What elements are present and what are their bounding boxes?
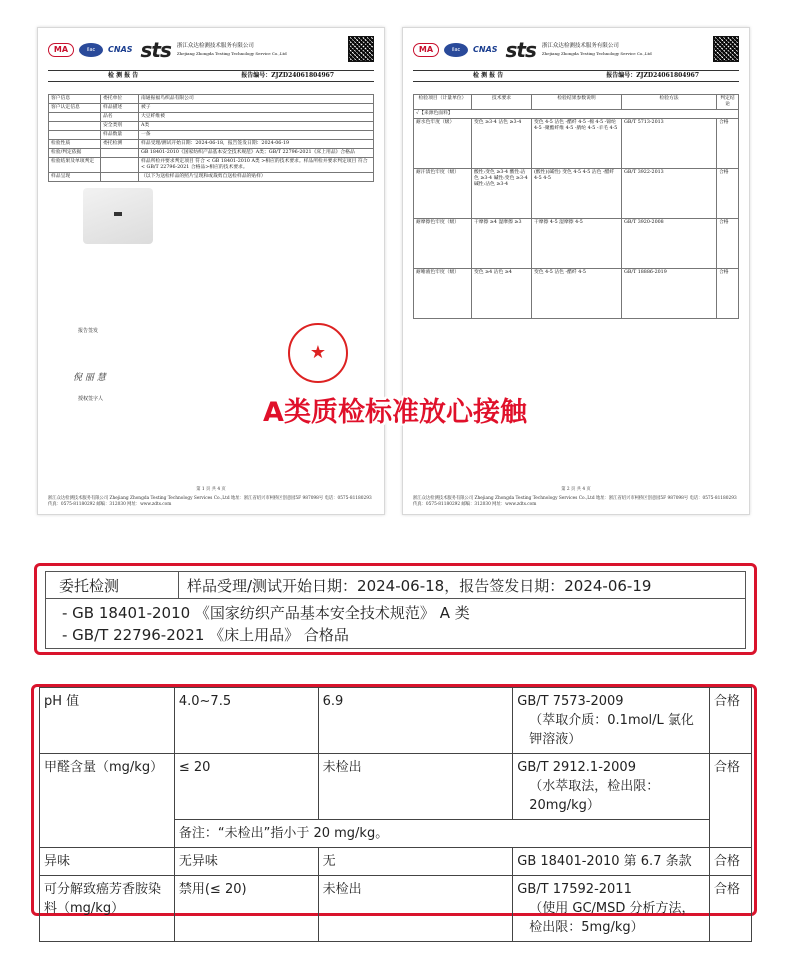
results-zoom-table	[39, 687, 752, 942]
row-label	[49, 130, 101, 139]
table-row	[40, 754, 752, 820]
row-value: 被子	[139, 103, 374, 112]
item-cell: 可分解致癌芳香胺染料（mg/kg）	[40, 876, 175, 942]
item-cell: 耐汗渍色牢度（级）	[414, 168, 472, 218]
row-value: 样品所检并要求判定项目 符合 < GB 18401-2010 A类 >相应的技术要求。样品所检并要求判定项目 符合 < GB/T 22796-2021 合格品>相应的技术要求。	[139, 157, 374, 172]
table-header-row	[414, 95, 739, 110]
conclusion-cell: 合格	[717, 118, 739, 168]
report-no: ZJZD24061804967	[271, 72, 334, 80]
table-row	[414, 168, 739, 218]
conclusion-cell: 合格	[717, 268, 739, 318]
item-cell: 耐唾液色牢度（级）	[414, 268, 472, 318]
page-number: 第 1 页 共 4 页	[196, 486, 226, 492]
table-row	[40, 688, 752, 754]
requirement-cell: ≤ 20	[174, 754, 318, 820]
table-row	[49, 95, 374, 104]
row-label: 客户认定信息	[49, 103, 101, 112]
table-row	[49, 148, 374, 157]
requirement-cell: 无异味	[174, 848, 318, 876]
method-cell: GB 18401-2010 第 6.7 条款	[513, 848, 710, 876]
org-name-en: Zhejiang Zhongda Testing Technology Service Co.,Ltd	[541, 51, 652, 57]
zoom-panel-results	[31, 684, 757, 935]
item-cell: 耐摩擦色牢度（级）	[414, 218, 472, 268]
row-label	[49, 112, 101, 121]
requirement-cell: 变色 ≥3-4 沾色 ≥3-4	[472, 118, 532, 168]
zoom-panel-basis	[34, 563, 757, 655]
table-row	[414, 118, 739, 168]
item-cell: pH 值	[40, 688, 175, 754]
conclusion-cell: 合格	[710, 754, 752, 848]
report-title-bar	[48, 70, 374, 82]
table-row	[414, 218, 739, 268]
row-value: 大豆纤维被	[139, 112, 374, 121]
row-value: 南通振福鸟织品有限公司	[139, 95, 374, 104]
org-name-en: Zhejiang Zhongda Testing Technology Service Co.,Ltd	[176, 51, 287, 57]
row-key: 样品数量	[101, 130, 139, 139]
row-label: 检验性质	[49, 139, 101, 148]
standard-line-2: - GB/T 22796-2021 《床上用品》 合格品	[62, 626, 349, 644]
row-label: 检验结果及单项判定	[49, 157, 101, 172]
report-no-label: 报告编号：	[241, 72, 272, 80]
requirement-cell: 干摩擦 ≥4 湿摩擦 ≥3	[472, 218, 532, 268]
row-label: 客户信息	[49, 95, 101, 104]
item-cell: 异味	[40, 848, 175, 876]
requirement-cell: 变色 ≥4 沾色 ≥4	[472, 268, 532, 318]
section-label: ✓【来源色面料】	[414, 109, 739, 118]
report-title: 检 测 报 告	[108, 72, 139, 80]
result-cell: 6.9	[318, 688, 513, 754]
test-results-table	[413, 94, 739, 319]
row-key: 委托单位	[101, 95, 139, 104]
row-label	[49, 121, 101, 130]
row-key	[101, 148, 139, 157]
table-row	[414, 109, 739, 118]
note-cell: 备注：“未检出”指小于 20 mg/kg。	[174, 820, 709, 848]
result-cell: 变色 4-5 沾色 -醋纤 4-5 -棉 4-5 -锦纶 4-5 -聚酯纤维 4-5 -腈纶 4-5 -羊毛 4-5	[532, 118, 622, 168]
sig-label-issue: 报告签发	[78, 328, 99, 334]
item-cell: 耐水色牢度（级）	[414, 118, 472, 168]
conclusion-cell: 合格	[717, 168, 739, 218]
requirement-cell: 禁用(≤ 20)	[174, 876, 318, 942]
table-row	[49, 172, 374, 181]
method-cell: GB/T 3922-2013	[622, 168, 717, 218]
ilac-logo: ilac	[444, 43, 468, 57]
row-value: （以下为送检样品的照片呈现和或裁剪自送检样品的贴样）	[139, 172, 374, 181]
footer-text: 浙江众达检测技术服务有限公司 Zhejiang Zhongda Testing Technology Services Co.,Ltd 地址：浙江省绍兴市柯桥区创意园5F 987098号 电话：0575-81180293 传真：0575-81180292 邮编：312030 网址：www.zdts.com	[413, 495, 737, 507]
method-cell: GB/T 5713-2013	[622, 118, 717, 168]
cnas-logo: CNAS	[473, 45, 498, 54]
qr-code-icon	[348, 36, 374, 62]
method-cell: GB/T 2912.1-2009	[517, 760, 636, 775]
report-no-label: 报告编号：	[606, 72, 637, 80]
qr-code-icon	[713, 36, 739, 62]
column-header: 技术要求	[472, 95, 532, 110]
column-header: 检验结果参数说明	[532, 95, 622, 110]
sig-label-authorized: 授权签字人	[78, 396, 104, 402]
cma-logo: MA	[413, 43, 439, 57]
row-key: 品名	[101, 112, 139, 121]
report-body	[413, 94, 739, 319]
result-cell: 无	[318, 848, 513, 876]
report-footer	[48, 487, 374, 508]
result-cell: 干摩擦 4-5 湿摩擦 4-5	[532, 218, 622, 268]
report-no: ZJZD24061804967	[636, 72, 699, 80]
result-cell: 变色 4-5 沾色 -醋纤 4-5	[532, 268, 622, 318]
table-row	[414, 268, 739, 318]
row-key: 安全类别	[101, 121, 139, 130]
method-note: （使用 GC/MSD 分析方法，检出限：5mg/kg）	[529, 901, 695, 935]
footer-text: 浙江众达检测技术服务有限公司 Zhejiang Zhongda Testing Technology Services Co.,Ltd 地址：浙江省绍兴市柯桥区创意园5F 987098号 电话：0575-81180293 传真：0575-81180292 邮编：312030 网址：www.zdts.com	[48, 495, 372, 507]
cma-logo: MA	[48, 43, 74, 57]
result-cell: 未检出	[318, 876, 513, 942]
item-cell: 甲醛含量（mg/kg）	[40, 754, 175, 848]
conclusion-cell: 合格	[710, 876, 752, 942]
row-value: 样品受理/测试开始日期：2024-06-18，报告签发日期：2024-06-19	[139, 139, 374, 148]
signature: 倪 丽 慧	[73, 373, 106, 383]
table-row	[49, 130, 374, 139]
table-row	[49, 112, 374, 121]
report-header	[413, 36, 739, 64]
cnas-logo: CNAS	[108, 45, 133, 54]
conclusion-cell: 合格	[710, 688, 752, 754]
row-value: 一条	[139, 130, 374, 139]
sts-logo: sts	[140, 37, 171, 62]
requirement-cell: 酸性:变色 ≥3-4 酸性:沾色 ≥3-4 碱性:变色 ≥3-4 碱性:沾色 ≥3-4	[472, 168, 532, 218]
ilac-logo: ilac	[79, 43, 103, 57]
org-name-cn: 浙江众达检测技术服务有限公司	[176, 43, 254, 50]
column-header: 检验项目（计量单位）	[414, 95, 472, 110]
column-header: 判定结论	[717, 95, 739, 110]
inspection-type: 委托检测	[46, 572, 179, 598]
row-key	[101, 172, 139, 181]
row-key: 委托检测	[101, 139, 139, 148]
requirement-cell: 4.0~7.5	[174, 688, 318, 754]
row-key: 样品描述	[101, 103, 139, 112]
report-title-bar	[413, 70, 739, 82]
table-row	[49, 157, 374, 172]
row-value: A类	[139, 121, 374, 130]
page-number: 第 2 页 共 4 页	[561, 486, 591, 492]
client-info-table	[48, 94, 374, 182]
sts-logo: sts	[505, 37, 536, 62]
column-header: 检验方法	[622, 95, 717, 110]
report-body	[48, 94, 374, 250]
row-key	[101, 157, 139, 172]
row-label: 样品呈现	[49, 172, 101, 181]
conclusion-cell: 合格	[710, 848, 752, 876]
org-name-cn: 浙江众达检测技术服务有限公司	[541, 43, 619, 50]
table-row	[49, 103, 374, 112]
table-row	[40, 848, 752, 876]
conclusion-cell: 合格	[717, 218, 739, 268]
red-seal-stamp: ★	[288, 323, 348, 383]
result-cell: (酸性)(碱性) 变色 4-5 4-5 沾色 -醋纤 4-5 4-5	[532, 168, 622, 218]
method-cell: GB/T 3920-2008	[622, 218, 717, 268]
method-note: （萃取介质：0.1mol/L 氯化钾溶液）	[529, 713, 694, 747]
standard-line-1: - GB 18401-2010 《国家纺织产品基本安全技术规范》 A 类	[62, 604, 470, 622]
table-row	[40, 876, 752, 942]
table-row	[49, 139, 374, 148]
report-page-2	[402, 27, 750, 515]
table-row	[49, 121, 374, 130]
method-note: （水萃取法，检出限：20mg/kg）	[529, 779, 660, 813]
report-title: 检 测 报 告	[473, 72, 504, 80]
report-page-1	[37, 27, 385, 515]
headline-banner: A类质检标准放心接触	[263, 397, 527, 428]
method-cell: GB/T 18886-2019	[622, 268, 717, 318]
inspection-dates: 样品受理/测试开始日期：2024-06-18，报告签发日期：2024-06-19	[187, 577, 652, 595]
report-footer	[413, 487, 739, 508]
report-header	[48, 36, 374, 64]
method-cell: GB/T 7573-2009	[517, 694, 624, 709]
method-cell: GB/T 17592-2011	[517, 882, 632, 897]
row-value: GB 18401-2010《国家纺织产品基本安全技术规范》A类；GB/T 22796-2021《床上用品》合格品	[139, 148, 374, 157]
row-label: 检验/判定依据	[49, 148, 101, 157]
sample-photo	[83, 188, 153, 244]
result-cell: 未检出	[318, 754, 513, 820]
